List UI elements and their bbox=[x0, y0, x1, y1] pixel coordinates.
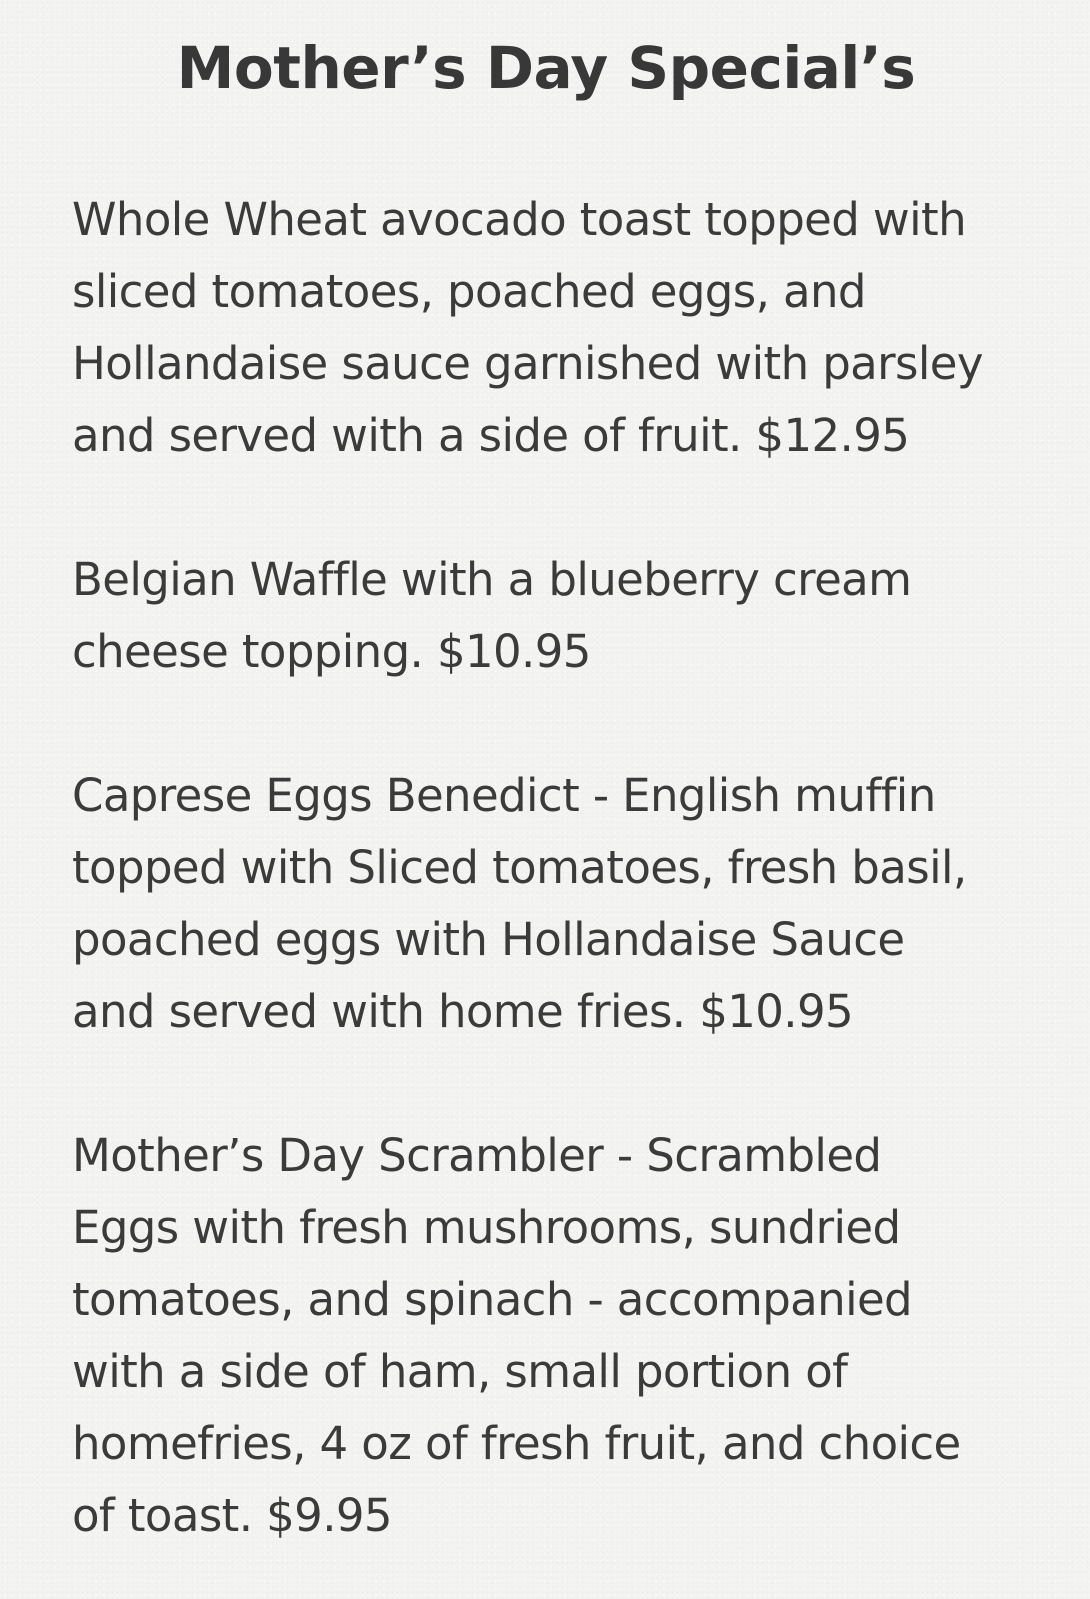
item-text-line: with a side of ham, small portion of bbox=[72, 1345, 848, 1398]
special-item-belgian-waffle bbox=[72, 544, 1050, 688]
specials-list bbox=[72, 184, 1050, 1552]
item-text-line: Belgian Waffle with a blueberry cream bbox=[72, 553, 912, 606]
item-text-line: Eggs with fresh mushrooms, sundried bbox=[72, 1201, 901, 1254]
item-text-line: sliced tomatoes, poached eggs, and bbox=[72, 265, 866, 318]
special-item-avocado-toast bbox=[72, 184, 1050, 472]
page-title: Mother’s Day Special’s bbox=[176, 34, 916, 102]
item-text-line: cheese topping. $10.95 bbox=[72, 625, 591, 678]
special-item-scrambler bbox=[72, 1120, 1050, 1552]
item-text-line: and served with a side of fruit. $12.95 bbox=[72, 409, 910, 462]
item-text-line: poached eggs with Hollandaise Sauce bbox=[72, 913, 905, 966]
special-item-caprese-benedict bbox=[72, 760, 1050, 1048]
item-text-line: and served with home fries. $10.95 bbox=[72, 985, 854, 1038]
item-text-line: Caprese Eggs Benedict - English muffin bbox=[72, 769, 936, 822]
item-text-line: of toast. $9.95 bbox=[72, 1489, 392, 1542]
item-text-line: tomatoes, and spinach - accompanied bbox=[72, 1273, 913, 1326]
item-text-line: Hollandaise sauce garnished with parsley bbox=[72, 337, 983, 390]
item-text-line: Whole Wheat avocado toast topped with bbox=[72, 193, 966, 246]
item-text-line: homefries, 4 oz of fresh fruit, and choice bbox=[72, 1417, 961, 1470]
item-text-line: Mother’s Day Scrambler - Scrambled bbox=[72, 1129, 882, 1182]
item-text-line: topped with Sliced tomatoes, fresh basil, bbox=[72, 841, 967, 894]
